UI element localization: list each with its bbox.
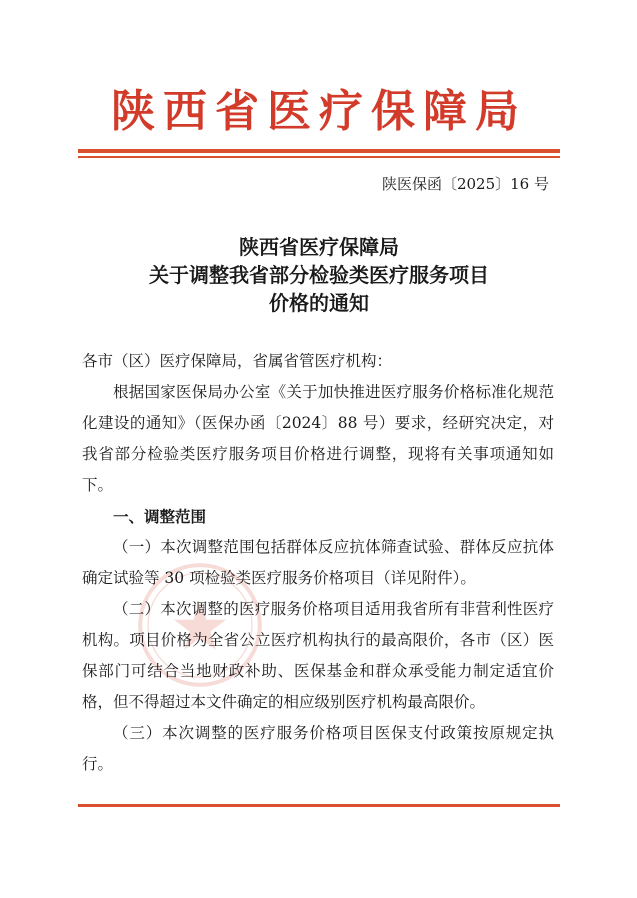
section-1-heading: 一、调整范围 (113, 507, 207, 526)
salutation: 各市（区）医疗保障局，省属省管医疗机构： (82, 352, 393, 370)
title-line-2: 关于调整我省部分检验类医疗服务项目 (149, 263, 489, 287)
document-title (80, 233, 558, 317)
letterhead-divider-thick (78, 149, 560, 153)
item-1-paragraph: （一）本次调整范围包括群体反应抗体筛查试验、群体反应抗体确定试验等 30 项检验类医疗服务价格项目（详见附件）。 (82, 538, 554, 587)
item-2-paragraph: （二）本次调整的医疗服务价格项目适用我省所有非营利性医疗机构。项目价格为全省公立医疗机构执行的最高限价，各市（区）医保部门可结合当地财政补助、医保基金和群众承受能力制定适宜价格，但不得超过本文件确定的相应级别医疗机构最高限价。 (82, 600, 554, 711)
footer-divider (78, 804, 560, 807)
document-number: 陕医保函〔2025〕16 号 (381, 175, 549, 193)
item-3-paragraph: （三）本次调整的医疗服务价格项目医保支付政策按原规定执行。 (82, 724, 554, 773)
letterhead-title: 陕西省医疗保障局 (111, 86, 527, 137)
intro-paragraph: 根据国家医保局办公室《关于加快推进医疗服务价格标准化规范化建设的通知》（医保办函〔2024〕88 号）要求，经研究决定，对我省部分检验类医疗服务项目价格进行调整，现将有关事项通知如下。 (82, 383, 554, 494)
title-line-3: 价格的通知 (269, 291, 369, 315)
title-line-1: 陕西省医疗保障局 (239, 235, 399, 259)
letterhead-divider-thin (78, 156, 560, 158)
document-body (82, 346, 554, 780)
